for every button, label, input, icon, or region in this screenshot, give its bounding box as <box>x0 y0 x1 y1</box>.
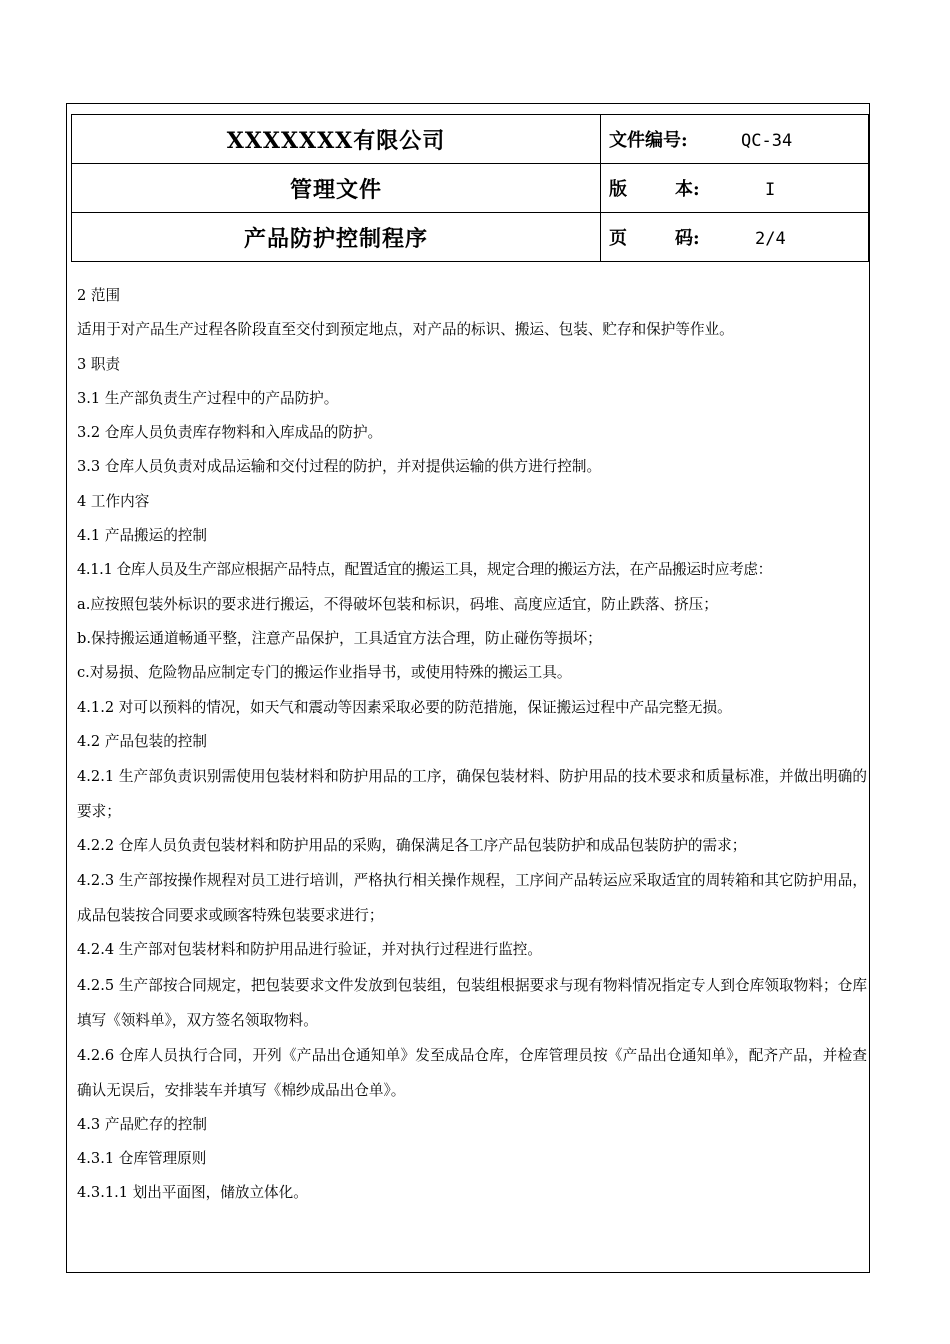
header-row-doctype <box>72 164 869 213</box>
doc-title: 产品防护控制程序 <box>72 213 601 262</box>
document-body <box>77 279 867 1211</box>
page-number-value: 2/4 <box>755 229 786 249</box>
page-number-cell <box>601 213 869 262</box>
doc-number-label: 文件编号: <box>609 130 688 151</box>
page-frame <box>66 103 870 1273</box>
page-label <box>609 224 719 250</box>
subsection-heading: 4.2 产品包装的控制 <box>77 732 208 750</box>
list-item: c.对易损、危险物品应制定专门的搬运作业指导书，或使用特殊的搬运工具。 <box>77 664 572 682</box>
version-label <box>609 175 719 201</box>
subsection-heading: 4.1 产品搬运的控制 <box>77 527 208 545</box>
paragraph: 4.2.1 生产部负责识别需使用包装材料和防护用品的工序，确保包装材料、防护用品的技术要求和质量标准，并做出明确的要求； <box>77 768 867 821</box>
page-label-char-1: 页 <box>609 228 627 249</box>
paragraph: 4.1.2 对可以预料的情况，如天气和震动等因素采取必要的防范措施，保证搬运过程中产品完整无损。 <box>77 698 732 716</box>
subsection-heading: 4.3 产品贮存的控制 <box>77 1115 208 1133</box>
doc-number-cell <box>601 115 869 164</box>
page-label-char-2: 码: <box>675 228 700 249</box>
version-cell <box>601 164 869 213</box>
paragraph: 4.2.5 生产部按合同规定，把包装要求文件发放到包装组，包装组根据要求与现有物料情况指定专人到仓库领取物料；仓库填写《领料单》，双方签名领取物料。 <box>77 976 867 1029</box>
paragraph: 4.2.6 仓库人员执行合同，开列《产品出仓通知单》发至成品仓库，仓库管理员按《产品出仓通知单》，配齐产品，并检查确认无误后，安排装车并填写《棉纱成品出仓单》。 <box>77 1046 867 1099</box>
paragraph: 3.3 仓库人员负责对成品运输和交付过程的防护，并对提供运输的供方进行控制。 <box>77 458 602 476</box>
paragraph: 适用于对产品生产过程各阶段直至交付到预定地点，对产品的标识、搬运、包装、贮存和保护等作业。 <box>77 321 734 339</box>
doc-number-value: QC-34 <box>741 131 793 151</box>
company-name: XXXXXXX有限公司 <box>72 115 601 164</box>
paragraph: 4.1.1 仓库人员及生产部应根据产品特点，配置适宜的搬运工具，规定合理的搬运方法，在产品搬运时应考虑： <box>77 561 772 579</box>
section-heading: 4 工作内容 <box>77 492 150 510</box>
list-item: a.应按照包装外标识的要求进行搬运，不得破坏包装和标识，码堆、高度应适宜，防止跌落、挤压； <box>77 595 718 613</box>
doc-type: 管理文件 <box>72 164 601 213</box>
header-row-title <box>72 213 869 262</box>
header-row-company <box>72 115 869 164</box>
version-value: I <box>765 180 776 200</box>
section-heading: 2 范围 <box>77 287 121 304</box>
version-label-char-2: 本: <box>675 179 700 200</box>
paragraph: 4.3.1 仓库管理原则 <box>77 1150 207 1168</box>
paragraph: 4.2.4 生产部对包装材料和防护用品进行验证，并对执行过程进行监控。 <box>77 941 542 959</box>
list-item: b.保持搬运通道畅通平整，注意产品保护，工具适宜方法合理，防止碰伤等损坏； <box>77 629 602 647</box>
paragraph: 4.3.1.1 划出平面图，储放立体化。 <box>77 1184 308 1202</box>
paragraph: 4.2.3 生产部按操作规程对员工进行培训，严格执行相关操作规程，工序间产品转运应采取适宜的周转箱和其它防护用品，成品包装按合同要求或顾客特殊包装要求进行； <box>77 872 867 925</box>
paragraph: 3.1 生产部负责生产过程中的产品防护。 <box>77 389 339 407</box>
version-label-char-1: 版 <box>609 179 627 200</box>
section-heading: 3 职责 <box>77 355 121 373</box>
paragraph: 4.2.2 仓库人员负责包装材料和防护用品的采购，确保满足各工序产品包装防护和成品包装防护的需求； <box>77 837 747 855</box>
document-header-table <box>71 114 869 262</box>
paragraph: 3.2 仓库人员负责库存物料和入库成品的防护。 <box>77 424 383 442</box>
